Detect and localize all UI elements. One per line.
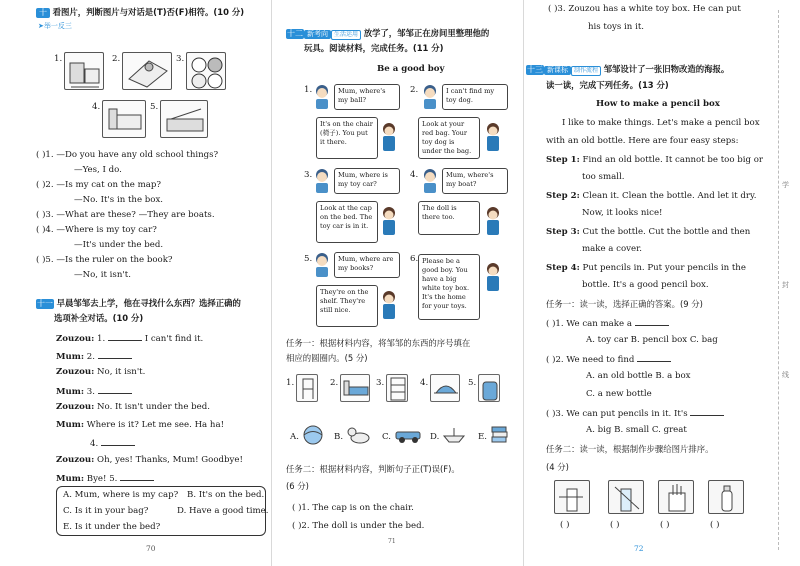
object-label: C. <box>382 432 392 442</box>
step: Step 1: Find an old bottle. It cannot be too big or <box>546 155 763 165</box>
section-11-heading-2: 选项补全对话。(10 分) <box>54 313 144 323</box>
answer-paren[interactable]: ( )1. <box>292 503 310 513</box>
speaker: Mum: <box>56 419 85 430</box>
badge: 新课标 <box>544 66 571 75</box>
judge-item-cont: his toys in it. <box>588 22 644 32</box>
step-cont: bottle. It's a good pencil box. <box>582 280 709 290</box>
mum-figure <box>380 122 398 156</box>
speaker: Zouzou: <box>56 402 95 412</box>
item-number: 5. <box>468 378 477 388</box>
options-box <box>56 486 269 536</box>
object-label: D. <box>430 432 440 442</box>
judge-item: ( )1. —Do you have any old school things? <box>36 150 219 160</box>
page-left <box>0 0 272 566</box>
item-number: 2. <box>330 378 339 388</box>
section-number: 十 <box>36 8 50 18</box>
pic-label: 5. <box>150 102 159 112</box>
mc-options: A. big B. small C. great <box>586 425 687 435</box>
blank-1[interactable] <box>108 332 142 341</box>
section-10-heading: 十 看图片，判断图片与对话是(T)否(F)相符。(10 分) <box>36 7 244 18</box>
mum-figure <box>380 290 398 324</box>
speech-bubble: Look at your red bag. Your toy dog is under the bag. <box>418 117 480 159</box>
section-13-heading: 十三 新课标 制作流程 邹邹设计了一张旧物改造的海报。 <box>527 64 730 74</box>
step-cont: too small. <box>582 172 625 182</box>
page-number: 72 <box>634 544 644 553</box>
books-icon <box>490 424 510 450</box>
bed-icon <box>340 374 370 402</box>
mc-options: A. toy car B. pencil box C. bag <box>586 335 718 345</box>
answer-paren[interactable]: ( )2. <box>292 521 310 531</box>
option-d: D. Have a good time. <box>177 506 269 516</box>
step-picture-bottle <box>708 480 744 514</box>
item-number: 3. <box>376 378 385 388</box>
step: Step 2: Clean it. Clean the bottle. And let it dry. <box>546 191 757 201</box>
step-picture-pencils <box>658 480 694 514</box>
task-2-instruction: 任务二：根据材料内容，判断句子正(T)误(F)。 <box>286 464 460 474</box>
step-cont: Now, it looks nice! <box>582 208 663 218</box>
panel-number: 3. <box>304 170 313 180</box>
judge-item: ( )4. —Where is my toy car? <box>36 225 157 235</box>
pic-label: 4. <box>92 102 101 112</box>
bag-icon <box>478 374 500 402</box>
panel-number: 6. <box>410 254 419 264</box>
step: Step 3: Cut the bottle. Cut the bottle and then <box>546 227 751 237</box>
judge-reply: —No. It's in the box. <box>74 195 164 205</box>
cat-map-picture <box>122 52 172 90</box>
speaker: Zouzou: <box>56 334 95 344</box>
mc-options: C. a new bottle <box>586 389 652 399</box>
blank[interactable] <box>635 317 669 326</box>
task-1-instruction: 任务一：读一读，选择正确的答案。(9 分) <box>546 299 703 309</box>
dialogue: Zouzou: 1. I can't find it. Mum: 2. Zouzou: No, it isn't. Mum: 3. Zouzou: No. It isn't under the bed. Mum: Where is it? Let me see. Ha ha! 4. Zouzou: Oh, yes! Thanks, Mum! Goodbye! Mum: Bye! 5. <box>56 334 243 484</box>
speech-bubble: The doll is there too. <box>418 201 480 235</box>
speaker: Mum: <box>56 351 85 362</box>
badge: 生活运用 <box>331 30 361 40</box>
toy-dog-icon <box>346 424 372 450</box>
mc-options: A. an old bottle B. a box <box>586 371 691 381</box>
speech-bubble: Mum, where are my books? <box>334 252 400 278</box>
judgment-list <box>36 150 218 285</box>
ball-icon <box>302 424 324 450</box>
speech-bubble: I can't find my toy dog. <box>442 84 508 110</box>
speaker: Zouzou: <box>56 454 95 465</box>
object-label: A. <box>290 432 299 442</box>
judge-item: ( )5. —Is the ruler on the book? <box>36 255 173 265</box>
blank[interactable] <box>690 407 724 416</box>
answer-paren[interactable]: ( )3. <box>546 409 564 419</box>
task-2-instruction: 任务二：读一读，根据制作步骤给图片排序。 <box>546 444 714 454</box>
answer-paren[interactable]: ( )5. <box>36 255 54 265</box>
panel-number: 1. <box>304 85 313 95</box>
article-title: How to make a pencil box <box>596 99 720 109</box>
mum-figure <box>484 206 502 240</box>
panel-number: 2. <box>410 85 419 95</box>
judge-item: ( )2. —Is my cat on the map? <box>36 180 161 190</box>
judge-item: ( )2. The doll is under the bed. <box>292 521 425 531</box>
blank-2[interactable] <box>98 350 132 359</box>
object-label: E. <box>478 432 488 442</box>
blank-5[interactable] <box>120 472 154 481</box>
step-picture-cut <box>554 480 590 514</box>
page-right <box>524 0 800 566</box>
speech-bubble: Mum, where is my toy car? <box>334 168 400 194</box>
pic-label: 2. <box>112 54 121 64</box>
task-1-instruction: 任务一：根据材料内容，将邹邹的东西的序号填在 <box>286 338 471 348</box>
binding-label: 学 <box>782 181 789 189</box>
section-11-heading: 十一 早晨邹邹去上学，他在寻找什么东西？选择正确的 <box>37 298 241 308</box>
mum-figure <box>484 262 502 296</box>
school-things-picture <box>64 52 104 90</box>
judge-reply: —Yes, I do. <box>74 165 122 175</box>
pic-label: 1. <box>54 54 63 64</box>
section-12-heading: 十二 新考向 生活运用 放学了，邹邹正在房间里整理他的 <box>287 28 490 38</box>
cap-icon <box>430 374 460 402</box>
order-paren[interactable]: ( ) <box>710 520 720 530</box>
task-2-instruction-2: (4 分) <box>546 462 569 472</box>
boy-figure <box>420 168 440 198</box>
chair-icon <box>296 374 318 402</box>
boat-book-picture <box>160 100 208 138</box>
speaker: Zouzou: <box>56 367 95 377</box>
option-a: A. Mum, where is my cap? <box>63 490 179 500</box>
judge-item: ( )3. Zouzou has a white toy box. He can put <box>548 4 741 14</box>
panel-number: 4. <box>410 170 419 180</box>
boy-figure <box>312 252 332 282</box>
judge-item: ( )1. The cap is on the chair. <box>292 503 414 513</box>
option-e: E. Is it under the bed? <box>63 522 161 532</box>
badge: 新考向 <box>304 30 331 39</box>
shelf-icon <box>386 374 408 402</box>
boy-figure <box>312 84 332 114</box>
answer-paren[interactable]: ( )3. <box>36 210 54 220</box>
boy-figure <box>312 168 332 198</box>
object-label: B. <box>334 432 344 442</box>
order-paren[interactable]: ( ) <box>660 520 670 530</box>
story-title: Be a good boy <box>377 64 445 74</box>
option-c: C. Is it in your bag? <box>63 506 149 516</box>
intro-text-2: with an old bottle. Here are four easy steps: <box>546 136 739 146</box>
page-number: 70 <box>146 544 156 553</box>
speech-bubble: Mum, where's my ball? <box>334 84 400 110</box>
answer-paren[interactable]: ( )1. <box>546 319 564 329</box>
binding-label: 线 <box>782 371 789 379</box>
task-1-instruction-2: 相应的圆圈内。(5 分) <box>286 353 368 363</box>
section-12-heading-2: 玩具。阅读材料，完成任务。(11 分) <box>304 43 444 53</box>
section-number: 十一 <box>37 299 53 308</box>
item-number: 1. <box>286 378 295 388</box>
badge: 制作流程 <box>571 66 601 76</box>
boat-icon <box>442 426 466 448</box>
order-paren[interactable]: ( ) <box>560 520 570 530</box>
mc-question: ( )1. We can make a <box>546 317 669 330</box>
balls-picture <box>186 52 226 90</box>
bed-picture <box>102 100 146 138</box>
mc-question: ( )2. We need to find <box>546 353 671 366</box>
speech-bubble: It's on the chair (椅子). You put it there. <box>316 117 378 159</box>
mum-figure <box>484 122 502 156</box>
blank-4[interactable] <box>101 437 135 446</box>
answer-paren[interactable]: ( )3. <box>548 4 566 14</box>
mc-question: ( )3. We can put pencils in it. It's <box>546 407 724 420</box>
option-b: B. It's on the bed. <box>187 490 265 500</box>
item-number: 4. <box>420 378 429 388</box>
binding-line <box>778 10 779 550</box>
section-number: 十二 <box>287 29 303 38</box>
answer-paren[interactable]: ( )4. <box>36 225 54 235</box>
toy-car-icon <box>394 426 422 448</box>
panel-number: 5. <box>304 254 313 264</box>
speech-bubble: Look at the cap on the bed. The toy car is in it. <box>316 201 378 243</box>
step-cont: make a cover. <box>582 244 642 254</box>
judge-reply: —It's under the bed. <box>74 240 164 250</box>
boy-figure <box>420 84 440 114</box>
speech-bubble: Please be a good boy. You have a big white toy box. It's the home for your toys. <box>418 254 480 320</box>
step: Step 4: Put pencils in. Put your pencils in the <box>546 263 746 273</box>
order-paren[interactable]: ( ) <box>610 520 620 530</box>
blank-3[interactable] <box>98 385 132 394</box>
pic-label: 3. <box>176 54 185 64</box>
speech-bubble: They're on the shelf. They're still nice. <box>316 285 378 327</box>
page-mark: 71 <box>388 538 396 545</box>
answer-paren[interactable]: ( )1. <box>36 150 54 160</box>
extend-label: ➤举一反三 <box>38 22 72 30</box>
answer-paren[interactable]: ( )2. <box>36 180 54 190</box>
speaker: Mum: <box>56 474 85 484</box>
speaker: Mum: <box>56 386 85 397</box>
page-middle <box>272 0 524 566</box>
judge-item: ( )3. —What are these? —They are boats. <box>36 210 215 220</box>
section-number: 十三 <box>527 65 543 74</box>
speech-bubble: Mum, where's my boat? <box>442 168 508 194</box>
task-2-instruction-2: (6 分) <box>286 481 309 491</box>
judge-reply: —No, it isn't. <box>74 270 131 280</box>
mum-figure <box>380 206 398 240</box>
intro-text: I like to make things. Let's make a pencil box <box>562 118 760 128</box>
binding-label: 封 <box>782 281 789 289</box>
blank[interactable] <box>637 353 671 362</box>
section-13-heading-2: 读一读，完成下列任务。(13 分) <box>546 80 669 90</box>
step-picture-clean <box>608 480 644 514</box>
